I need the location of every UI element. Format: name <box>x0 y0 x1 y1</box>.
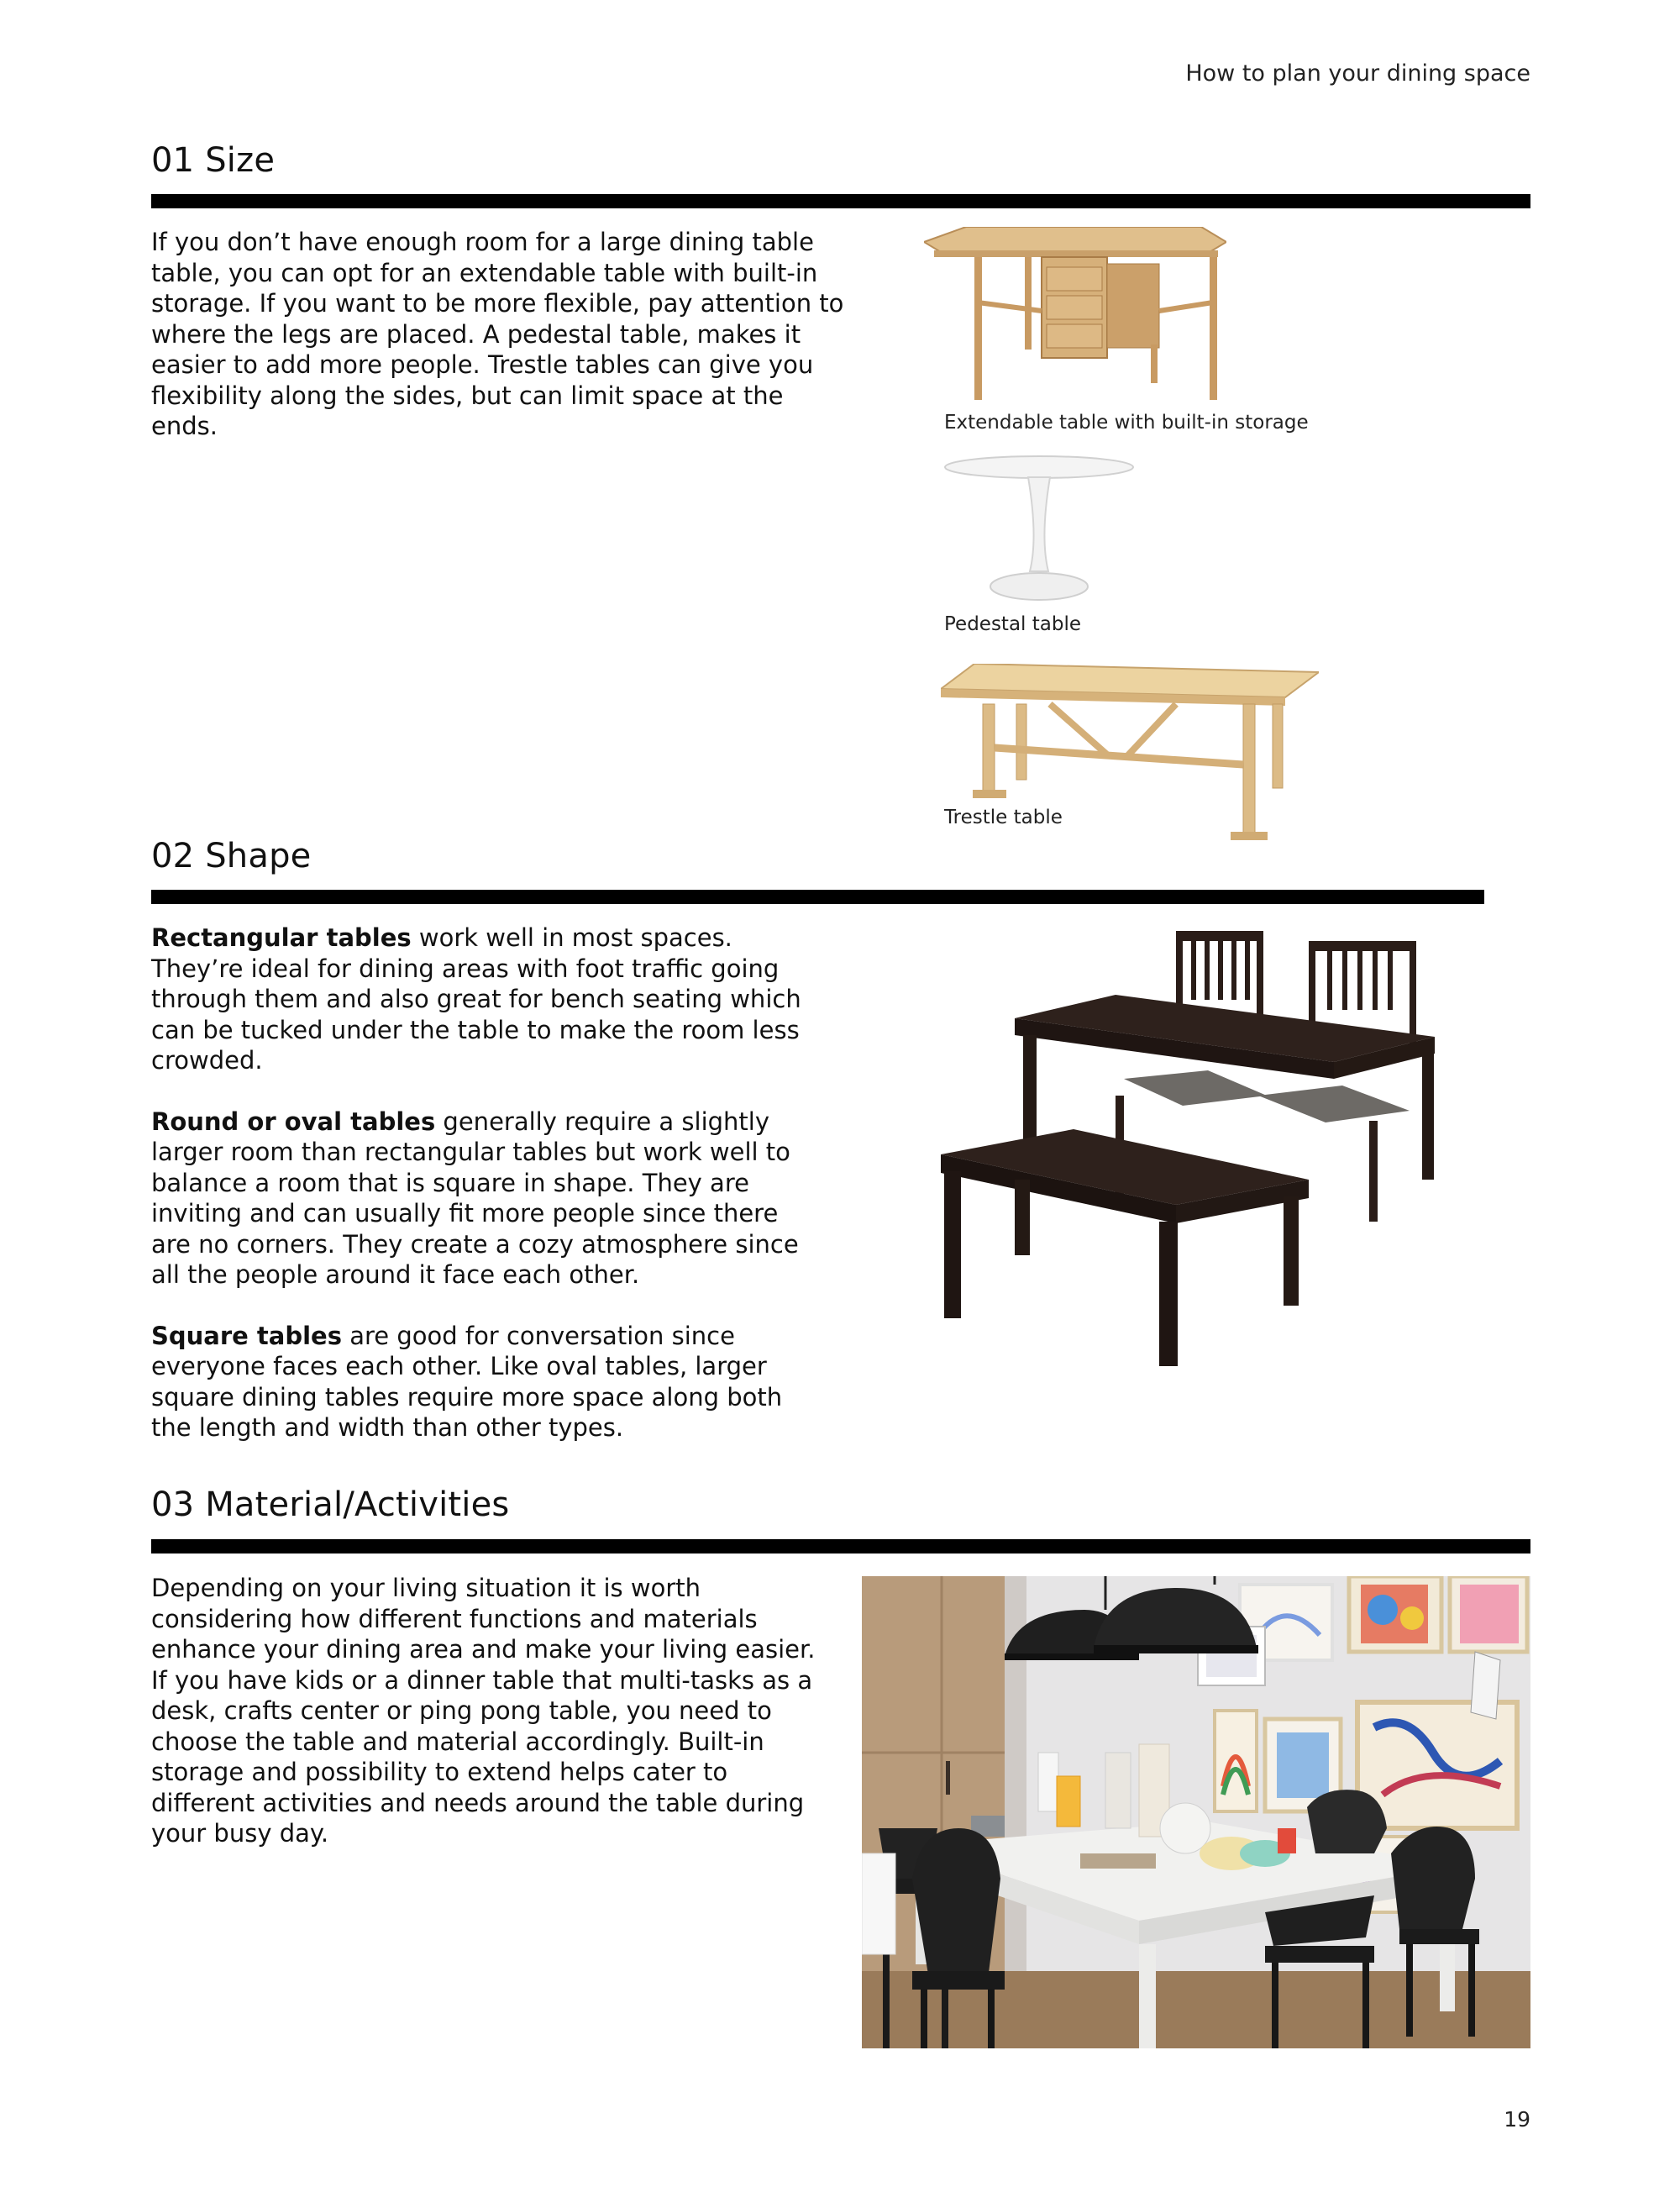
text-round-oval-tables: generally require a slightly larger room than rectangular tables but work well to balance a room that is square in shape. They are inviting and can usually fit more people since there are no corners. They create a cozy atmosphere since all the people around it face each other. <box>151 1107 799 1289</box>
caption-extendable-table: Extendable table with built-in storage <box>944 412 1309 434</box>
size-body-text: If you don’t have enough room for a large dining table table, you can opt for an extendable table with built-in storage. If you want to be more flexible, pay attention to where the legs are placed. A pedestal table, makes it easier to add more people. Trestle tables can give you flexibility along the sides, but can limit space at the ends. <box>151 228 844 440</box>
paragraph-square-tables <box>151 1321 823 1443</box>
text-rectangular-tables: work well in most spaces. They’re ideal for dining areas with foot traffic going through them and also great for bench seating which can be tucked under the table to make the room less crowded. <box>151 923 801 1075</box>
pedestal-table-image <box>944 454 1134 605</box>
extendable-table-image <box>924 227 1226 403</box>
section-rule-size <box>151 194 1530 208</box>
lead-rectangular-tables: Rectangular tables <box>151 923 412 952</box>
dark-table-bench-image <box>939 928 1435 1373</box>
material-body-text: Depending on your living situation it is worth considering how different functions and materials enhance your dining area and make your living easier. If you have kids or a dinner table that multi-tasks as a desk, crafts center or ping pong table, you need to choose the table and material accordingly. Built-in storage and possibility to extend helps cater to different activities and needs around the table during your busy day. <box>151 1574 816 1848</box>
section-rule-material <box>151 1539 1530 1553</box>
shape-body <box>151 923 823 1443</box>
section-heading-shape: 02 Shape <box>151 837 312 875</box>
caption-pedestal-table: Pedestal table <box>944 613 1081 635</box>
caption-trestle-table: Trestle table <box>944 807 1063 828</box>
paragraph-round-oval-tables <box>151 1107 823 1291</box>
running-title: How to plan your dining space <box>1185 60 1530 87</box>
lead-round-oval-tables: Round or oval tables <box>151 1107 436 1136</box>
paragraph-rectangular-tables <box>151 923 823 1076</box>
text-square-tables: are good for conversation since everyone faces each other. Like oval tables, larger square dining tables require more space along both the length and width than other types. <box>151 1321 783 1442</box>
lead-square-tables: Square tables <box>151 1321 342 1350</box>
section-heading-material: 03 Material/Activities <box>151 1485 510 1524</box>
section-rule-shape <box>151 890 1484 904</box>
page-number: 19 <box>1504 2107 1530 2132</box>
section-heading-size: 01 Size <box>151 141 276 180</box>
dining-room-photo <box>862 1576 1530 2048</box>
